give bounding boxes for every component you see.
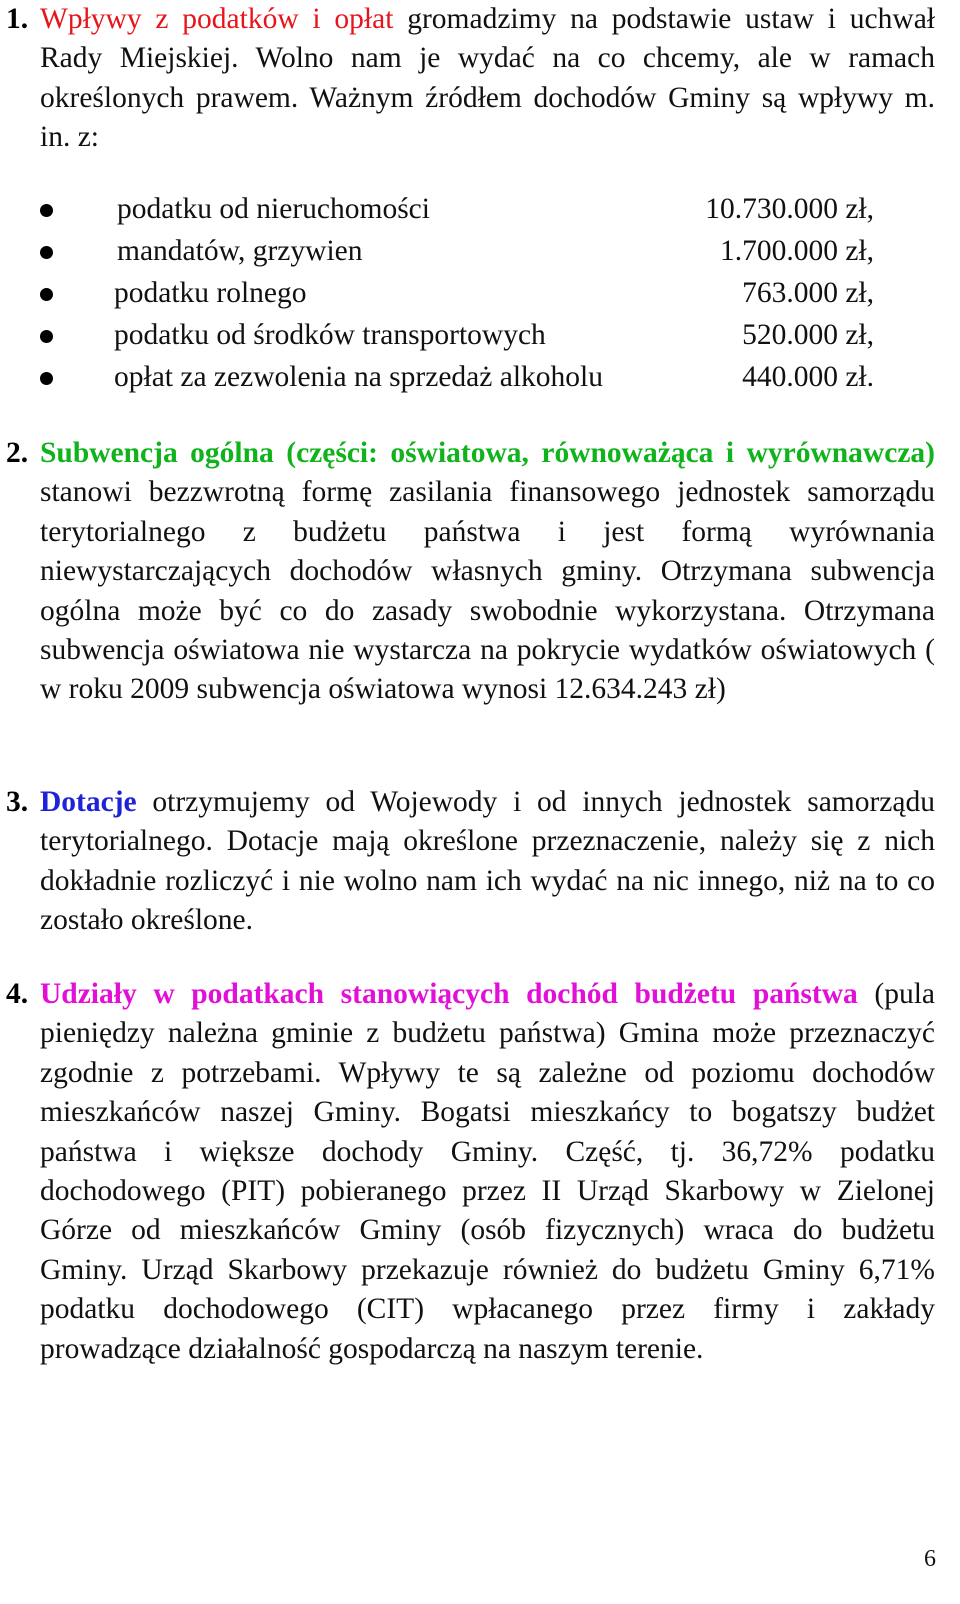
item-label: podatku rolnego [114,277,307,309]
section-paragraph [0,0,935,158]
item-value: 520.000 zł, [742,319,874,351]
section-paragraph [0,975,935,1369]
item-label: mandatów, grzywien [117,235,363,267]
item-label: opłat za zezwolenia na sprzedaż alkoholu [114,361,603,393]
list-item [0,358,960,400]
list-item [0,190,960,232]
section-text: gromadzimy na podstawie ustaw i uchwał Rady Miejskiej. Wolno nam je wydać na co chcemy, ale w ramach określonych prawem. Ważnym źródłem dochodów Gminy są wpływy m. in. z: [40,3,935,154]
bullet-icon [40,372,53,385]
section-heading: Udziały w podatkach stanowiących dochód budżetu państwa [40,978,858,1010]
item-value: 1.700.000 zł, [719,235,874,267]
item-label: podatku od nieruchomości [117,193,430,225]
bullet-icon [40,204,53,217]
section-text: (pula pieniędzy należna gminie z budżetu państwa) Gmina może przeznaczyć zgodnie z potrzebami. Wpływy te są zależne od poziomu dochodów mieszkańców naszej Gminy. Bogatsi mieszkańcy to bogatszy budżet państwa i większe dochody Gminy. Część, tj. 36,72% podatku dochodowego (PIT) pobieranego przez II Urząd Skarbowy w Zielonej Górze od mieszkańców Gminy (osób fizycznych) wraca do budżetu Gminy. Urząd Skarbowy przekazuje również do budżetu Gminy 6,71% podatku dochodowego (CIT) wpłacanego przez firmy i zakłady prowadzące działalność gospodarczą na naszym terenie. [40,978,935,1365]
bullet-icon [40,246,53,259]
section-general-subsidy [0,434,935,710]
list-item [0,232,960,274]
section-heading: Wpływy z podatków i opłat [40,3,394,35]
section-number: 3. [6,786,29,818]
section-text: stanowi bezzwrotną formę zasilania finansowego jednostek samorządu terytorialnego z budżetu państwa i jest formą wyrównania niewystarczających dochodów własnych gminy. Otrzymana subwencja ogólna może być co do zasady swobodnie wykorzystana. Otrzymana subwencja oświatowa nie wystarcza na pokrycie wydatków oświatowych ( w roku 2009 subwencja oświatowa wynosi 12.634.243 zł) [40,476,935,706]
section-number: 4. [6,978,29,1010]
page-number: 6 [924,1546,936,1572]
section-taxes-and-fees [0,0,935,158]
section-heading: Subwencja ogólna (części: oświatowa, równoważąca i wyrównawcza) [40,437,935,469]
bullet-icon [40,288,53,301]
list-item [0,274,960,316]
section-paragraph [0,434,935,710]
section-number: 1. [6,3,29,35]
item-value: 763.000 zł, [742,277,874,309]
section-grants [0,783,935,941]
section-paragraph [0,783,935,941]
bullet-icon [40,330,53,343]
item-label: podatku od środków transportowych [114,319,546,351]
item-value: 440.000 zł. [742,361,874,393]
section-text: otrzymujemy od Wojewody i od innych jednostek samorządu terytorialnego. Dotacje mają określone przeznaczenie, należy się z nich dokładnie rozliczyć i nie wolno nam ich wydać na nic innego, niż na to co zostało określone. [40,786,935,937]
section-heading: Dotacje [40,786,137,818]
item-value: 10.730.000 zł, [705,193,874,225]
list-item [0,316,960,358]
section-tax-shares [0,975,935,1369]
revenue-list [0,190,960,400]
section-number: 2. [6,437,29,469]
